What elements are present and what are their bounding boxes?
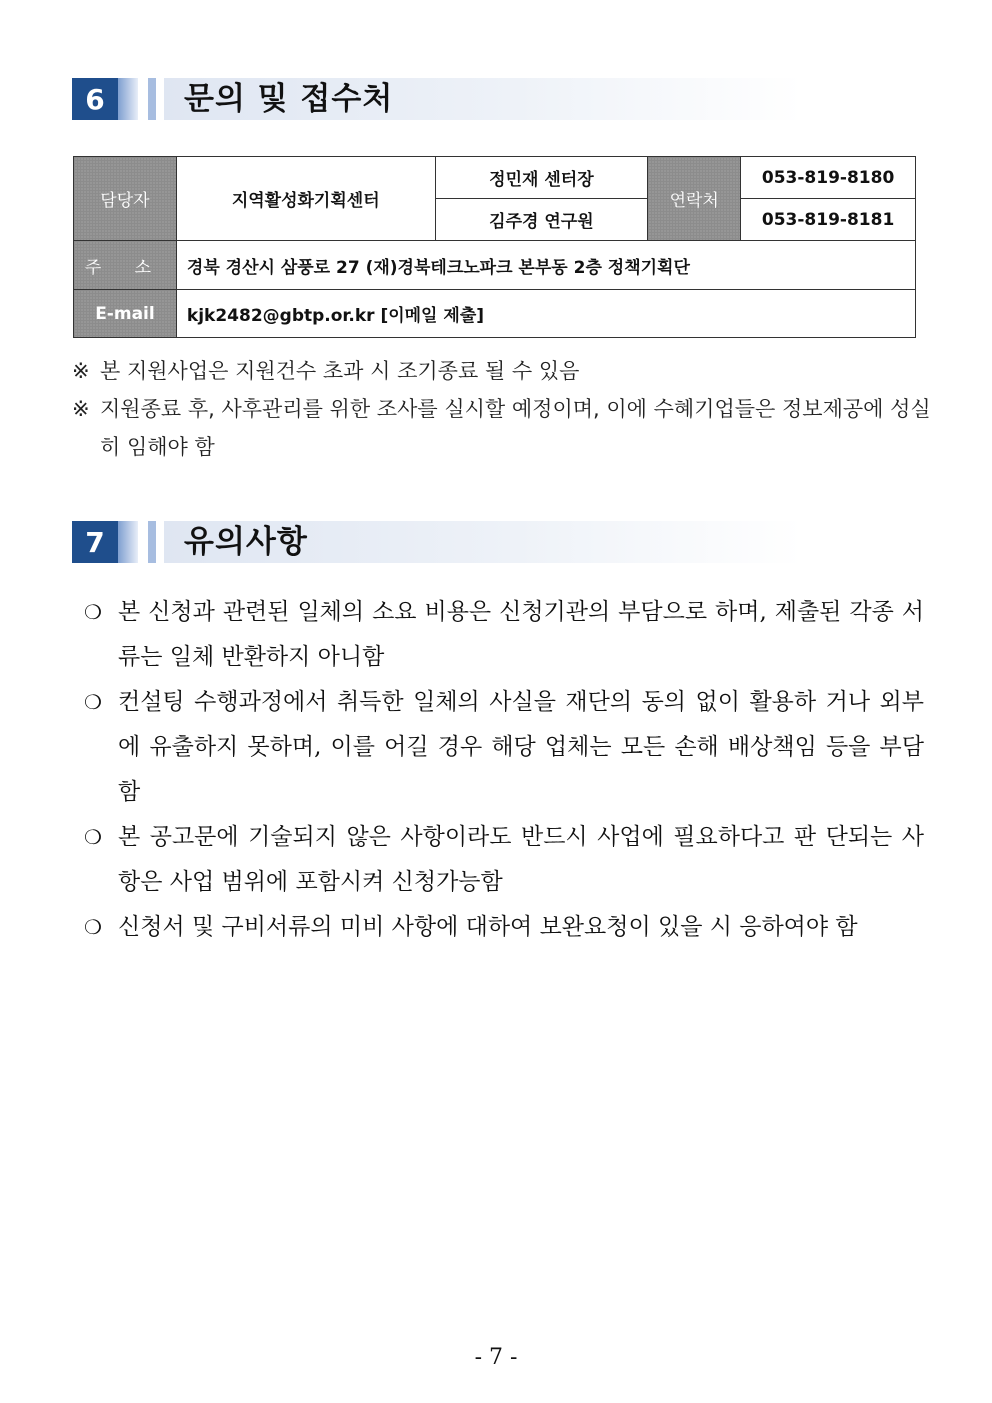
- section-number: 6: [72, 78, 118, 120]
- table-row: [74, 290, 916, 338]
- caution-list: [84, 590, 924, 950]
- note-text: 본 지원사업은 지원건수 초과 시 조기종료 될 수 있음: [100, 359, 580, 383]
- section-6-header: [72, 78, 802, 120]
- reference-mark-icon: ※: [72, 359, 90, 383]
- center-name: 지역활성화기획센터: [176, 157, 435, 241]
- phone-number: 053-819-8180: [741, 157, 916, 199]
- circle-bullet-icon: ❍: [84, 690, 102, 714]
- item-text: 컨설팅 수행과정에서 취득한 일체의 사실을 재단의 동의 없이 활용하 거나 외부에 유출하지 못하며, 이를 어길 경우 해당 업체는 모든 손해 배상책임 등을 부담함: [118, 689, 924, 805]
- page-number: - 7 -: [474, 1345, 518, 1370]
- email-label: E-mail: [74, 290, 177, 338]
- item-text: 본 공고문에 기술되지 않은 사항이라도 반드시 사업에 필요하다고 판 단되는 사항은 사업 범위에 포함시켜 신청가능함: [118, 824, 924, 895]
- item-text: 본 신청과 관련된 일체의 소요 비용은 신청기관의 부담으로 하며, 제출된 각종 서류는 일체 반환하지 아니함: [118, 599, 924, 670]
- section-number: 7: [72, 521, 118, 563]
- note-item: [72, 352, 932, 390]
- note-text: 지원종료 후, 사후관리를 위한 조사를 실시할 예정이며, 이에 수혜기업들은 정보제공에 성실히 임해야 함: [100, 397, 931, 459]
- phone-label: 연락처: [648, 157, 741, 241]
- note-item: [72, 390, 932, 466]
- phone-number: 053-819-8181: [741, 199, 916, 241]
- item-text: 신청서 및 구비서류의 미비 사항에 대하여 보완요청이 있을 시 응하여야 함: [118, 914, 858, 940]
- circle-bullet-icon: ❍: [84, 825, 102, 849]
- table-row: [74, 157, 916, 199]
- section-gradient: [118, 521, 138, 563]
- staff-name: 정민재 센터장: [435, 157, 648, 199]
- staff-name: 김주경 연구원: [435, 199, 648, 241]
- circle-bullet-icon: ❍: [84, 600, 102, 624]
- address-label: 주 소: [74, 241, 177, 290]
- email-value: kjk2482@gbtp.or.kr [이메일 제출]: [176, 290, 915, 338]
- address-value: 경북 경산시 삼풍로 27 (재)경북테크노파크 본부동 2층 정책기획단: [176, 241, 915, 290]
- list-item: [84, 905, 924, 950]
- section-title: 문의 및 접수처: [184, 81, 394, 117]
- reference-mark-icon: ※: [72, 397, 90, 421]
- list-item: [84, 815, 924, 905]
- list-item: [84, 680, 924, 815]
- list-item: [84, 590, 924, 680]
- section-7-header: [72, 521, 802, 563]
- notes: [72, 352, 932, 466]
- section-gradient: [118, 78, 138, 120]
- manager-label: 담당자: [74, 157, 177, 241]
- section-bar: [148, 78, 156, 120]
- circle-bullet-icon: ❍: [84, 915, 102, 939]
- contact-table: [73, 156, 916, 338]
- section-title: 유의사항: [184, 524, 308, 560]
- table-row: [74, 241, 916, 290]
- section-bar: [148, 521, 156, 563]
